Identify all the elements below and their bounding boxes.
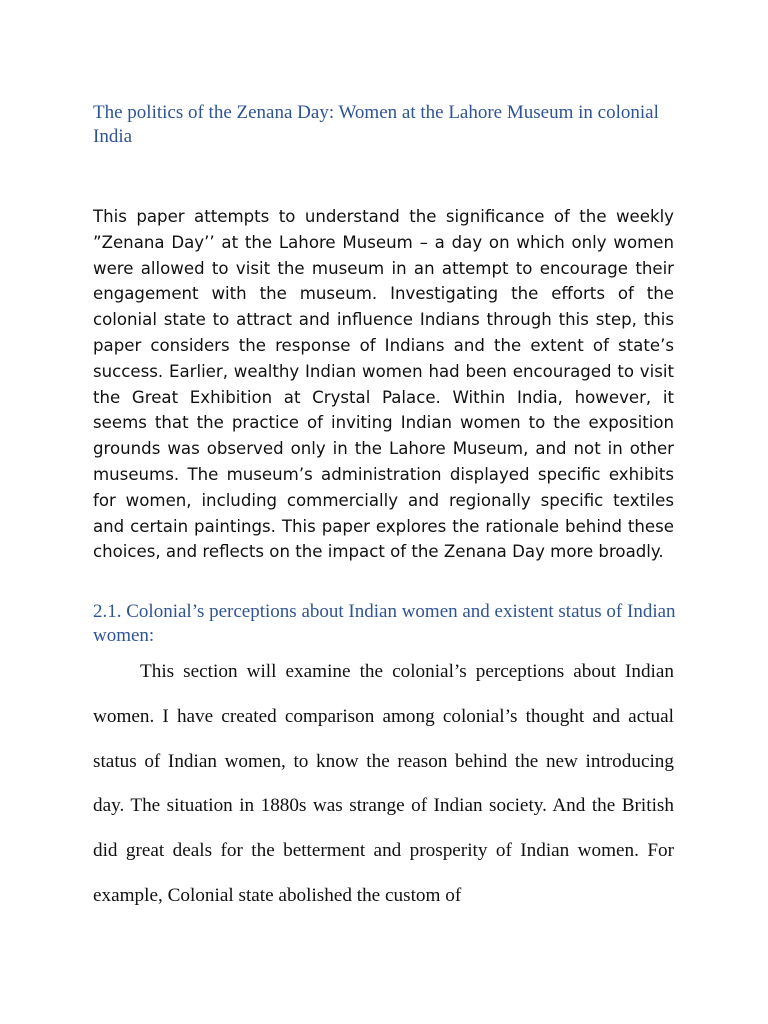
section-heading: 2.1. Colonial’s perceptions about Indian women and existent status of Indian women: [93, 601, 676, 646]
abstract-paragraph: This paper attempts to understand the significance of the weekly ”Zenana Day’’ at the Lahore Museum – a day on which only women were allowed to visit the museum in an attempt to encourage their engagement with the museum. Investigating the efforts of the colonial state to attract and influence Indians through this step, this paper considers the response of Indians and the extent of state’s success. Earlier, wealthy Indian women had been encouraged to visit the Great Exhibition at Crystal Palace. Within India, however, it seems that the practice of inviting Indian women to the exposition grounds was observed only in the Lahore Museum, and not in other museums. The museum’s administration displayed specific exhibits for women, including commercially and regionally specific textiles and certain paintings. This paper explores the rationale behind these choices, and reflects on the impact of the Zenana Day more broadly. [93, 207, 674, 562]
section-body-paragraph: This section will examine the colonial’s perceptions about Indian women. I have created comparison among colonial’s thought and actual status of Indian women, to know the reason behind the new introducing day. The situation in 1880s was strange of Indian society. And the British did great deals for the betterment and prosperity of Indian women. For example, Colonial state abolished the custom of [93, 661, 674, 906]
paper-title: The politics of the Zenana Day: Women at the Lahore Museum in colonial India [93, 102, 659, 147]
